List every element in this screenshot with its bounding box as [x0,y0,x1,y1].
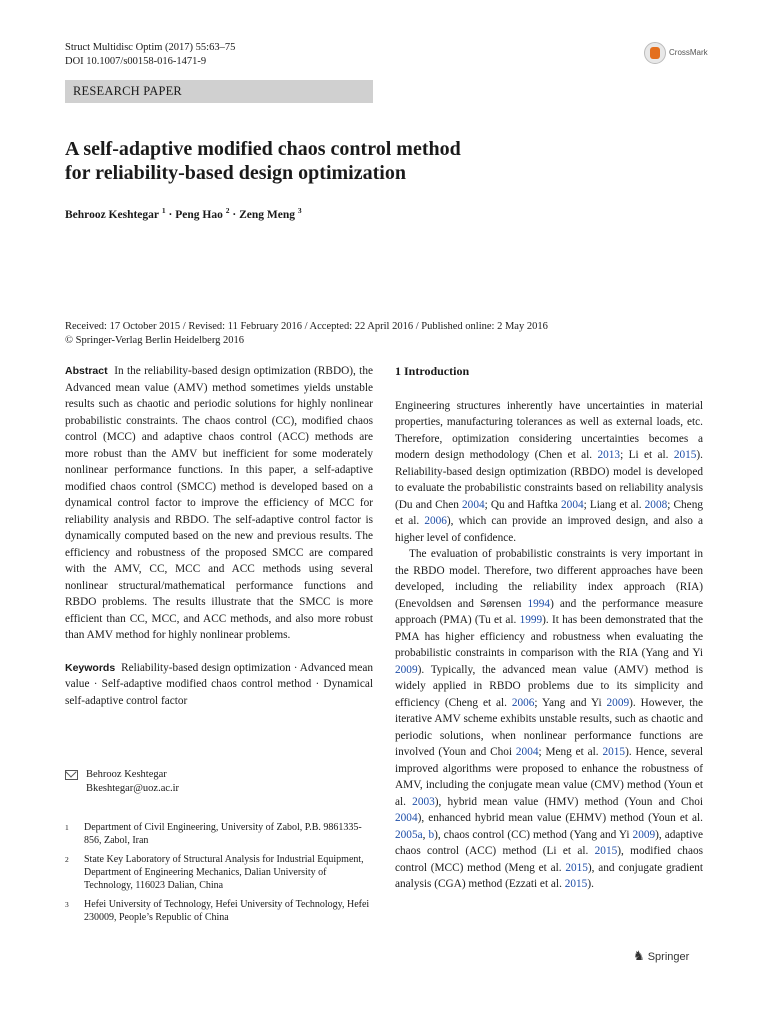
crossmark-label: CrossMark [669,48,708,57]
author-separator: · [165,208,176,221]
citation-link[interactable]: 2004 [462,498,485,511]
affiliation-number: 3 [65,900,69,909]
citation-link[interactable]: 2009 [395,663,418,676]
intro-paragraph-2 [395,546,703,893]
paragraph-text: ), adaptive chaos control (ACC) method (Li et al. [395,828,703,857]
article-type-label: RESEARCH PAPER [65,80,373,103]
section-heading: 1 Introduction [395,364,470,378]
right-column [395,363,703,893]
affiliation-ref: 1 [161,206,166,215]
intro-paragraph-1 [395,398,703,547]
citation-link[interactable]: 2004 [561,498,584,511]
author-name[interactable]: Peng Hao [175,208,223,221]
paragraph-text: ; Meng et al. [538,746,603,758]
crossmark-icon [644,42,666,64]
keywords [65,660,373,710]
paragraph-text: ). It has been demonstrated that the PMA has higher efficiency and robustness when evaluating the probabilistic constraints in comparison with the RIA (Yang and Yi [395,614,703,659]
paragraph-text: ). [587,878,594,890]
affiliation-text: State Key Laboratory of Structural Analysis for Industrial Equipment, Department of Engineering Mechanics, Dalian University of Technology, 116023 Dalian, China [84,854,364,891]
paragraph-text: , [422,828,429,841]
affiliation-ref: 2 [225,206,230,215]
crossmark-badge[interactable] [644,42,708,68]
publisher-name: Springer [647,951,690,963]
paragraph-text: ). Hence, several improved algorithms were proposed to enhance the robustness of AMV, including the conjugate mean value (CMV) method (Youn et al. [395,746,703,808]
doi-line[interactable]: DOI 10.1007/s00158-016-1471-9 [65,56,207,67]
envelope-icon [65,770,78,780]
citation-link[interactable]: 2006 [511,696,535,709]
copyright-line: © Springer-Verlag Berlin Heidelberg 2016 [65,335,245,346]
paragraph-text: ), chaos control (CC) method (Yang and Yi [434,828,633,841]
keywords-text: Reliability-based design optimization · Advanced mean value · Self-adaptive modified chaos control method · Dynamical self-adaptive control factor [65,661,373,707]
publication-history [65,320,548,348]
paragraph-text: ; Yang and Yi [534,696,607,709]
author-name[interactable]: Zeng Meng [239,208,295,221]
affiliation-text: Hefei University of Technology, Hefei University of Technology, Hefei 230009, People’s Republic of China [84,899,370,923]
affiliation-text: Department of Civil Engineering, University of Zabol, P.B. 9861335-856, Zabol, Iran [84,822,362,846]
left-column [65,363,373,709]
paragraph-text: ), enhanced hybrid mean value (EHMV) method (Youn et al. [417,812,703,824]
paragraph-text: ; Qu and Haftka [484,498,562,511]
citation-link[interactable]: 2004 [395,812,418,824]
springer-horse-icon: ♞ [633,948,645,963]
paragraph-text: ; Li et al. [620,449,674,461]
paper-title [65,137,585,185]
citation-link[interactable]: 2009 [606,696,630,709]
paragraph-text: ), and conjugate gradient analysis (CGA) method (Ezzati et al. [395,861,703,890]
paragraph-text: ) and the performance measure approach (PMA) (Tu et al. [395,597,703,626]
affiliation-number: 2 [65,855,69,864]
affiliation-number: 1 [65,823,69,832]
citation-link[interactable]: 2003 [412,795,435,808]
citation-link[interactable]: 2009 [632,828,656,841]
author-name[interactable]: Behrooz Keshtegar [65,208,160,221]
paragraph-text: ). However, the iterative AMV scheme exhibits unstable results, such as chaotic and periodic solutions, when nonlinear performance functions are involved (Youn and Choi [395,696,704,758]
corresponding-author: Behrooz Keshtegar [86,769,167,780]
corresponding-email[interactable]: Bkeshtegar@uoz.ac.ir [86,783,180,794]
paragraph-text: ), hybrid mean value (HMV) method (Youn and Choi [434,795,704,808]
author-separator: · [229,208,240,221]
title-line: for reliability-based design optimization [65,162,406,184]
citation-link[interactable]: 2015 [564,878,588,890]
paragraph-text: ). Typically, the advanced mean value (AMV) method is widely applied in RBDO problems due to its simplicity and efficiency (Cheng et al. [395,663,703,709]
citation-link[interactable]: 2004 [515,746,539,758]
paragraph-text: ; Liang et al. [583,498,645,511]
journal-citation: Struct Multidisc Optim (2017) 55:63–75 [65,42,236,53]
paragraph-text: ), which can provide an improved design, and also a higher level of confidence. [395,515,703,544]
citation-link[interactable]: b [428,828,435,841]
citation-link[interactable]: 1999 [519,614,543,626]
citation-link[interactable]: 2005a [395,828,423,841]
publisher-logo [633,948,689,964]
abstract-label: Abstract [65,365,108,377]
keywords-label: Keywords [65,661,116,674]
author-list [65,206,302,221]
citation-link[interactable]: 1994 [527,597,551,610]
citation-link[interactable]: 2008 [644,498,668,511]
title-line: A self-adaptive modified chaos control method [65,138,461,160]
affiliation-ref: 3 [297,206,302,215]
citation-link[interactable]: 2015 [594,845,618,857]
citation-link[interactable]: 2015 [602,746,626,758]
abstract-text: In the reliability-based design optimization (RBDO), the Advanced mean value (AMV) method sometimes yields unstable results such as chaotic and periodic solutions for highly nonlinear probabilistic constraints. The chaos control (CC), modified chaos control (MCC) and adaptive chaos control (ACC) methods are more robust than the AMV but inefficient for some moderately nonlinear performance functions. In this paper, a self-adaptive modified chaos control (SMCC) method is developed based on a dynamical control factor to improve the efficiency of MCC for reliability analysis and RBDO. The self-adaptive control factor is dynamically computed based on the new and previous results. The efficiency and robustness of the proposed SMCC are compared with the AMV, CC, MCC and ACC methods using several nonlinear structural/mathematical performance functions and RBDO problems. The results illustrate that the SMCC is more efficient than CC, MCC, and ACC methods, and also more robust than AMV method for highly nonlinear problems. [65,365,373,641]
citation-link[interactable]: 2013 [597,449,621,461]
abstract [65,363,373,644]
paragraph-text: ; Cheng et al. [395,498,703,527]
paragraph-text: Engineering structures inherently have uncertainties in material properties, manufacturing tolerances as well as external loads, etc. Therefore, optimization considering uncertainties becomes a modern design methodology (Chen et al. [395,399,703,461]
paragraph-text: The evaluation of probabilistic constraints is very important in the RBDO model. Therefore, two different approaches have been developed, including the reliability index approach (RIA) (Enevoldsen and Sørensen [395,548,703,610]
paragraph-text: ), modified chaos control (MCC) method (Meng et al. [395,845,703,874]
history-dates: Received: 17 October 2015 / Revised: 11 February 2016 / Accepted: 22 April 2016 / Published online: 2 May 2016 [65,321,548,332]
paragraph-text: ). Reliability-based design optimization (RBDO) model is developed to evaluate the probabilistic constraints based on reliability analysis (Du and Chen [395,449,703,511]
citation-link[interactable]: 2015 [565,861,588,874]
citation-link[interactable]: 2006 [424,515,447,527]
citation-link[interactable]: 2015 [673,449,697,461]
correspondence-block [65,768,373,796]
